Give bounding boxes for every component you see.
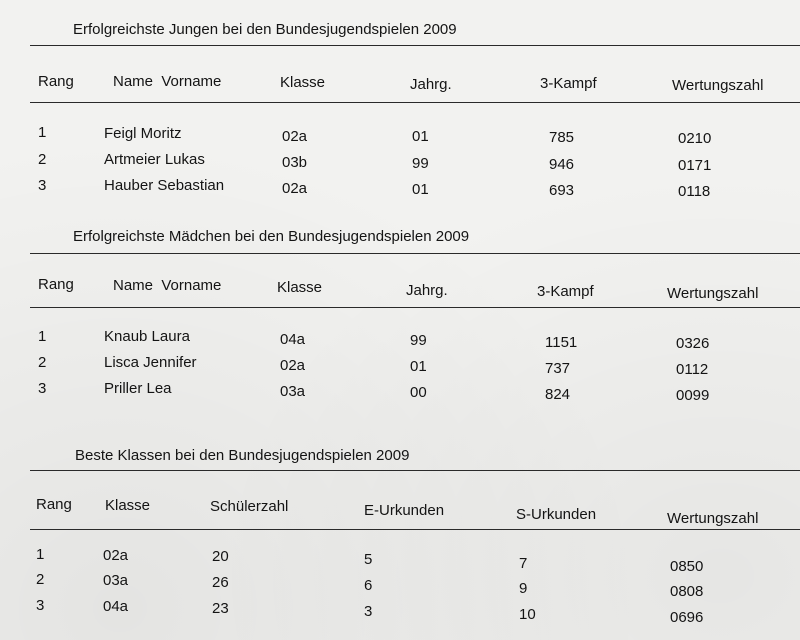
table-cell: 3 [38, 380, 47, 397]
classes-header-klasse: Klasse [105, 497, 151, 514]
boys-header-rule [30, 102, 800, 103]
boys-header-rang: Rang [38, 73, 74, 90]
table-cell: 0808 [670, 583, 704, 600]
table-cell: 7 [519, 555, 528, 572]
table-cell: 2 [38, 151, 47, 168]
girls-header-rang: Rang [38, 276, 74, 293]
table-cell: 1 [38, 124, 47, 141]
boys-header-wertungszahl: Wertungszahl [672, 77, 764, 94]
table-cell: 01 [410, 358, 427, 375]
table-cell: 1 [36, 546, 45, 563]
classes-section-title: Beste Klassen bei den Bundesjugendspielen 2009 [75, 447, 410, 464]
table-cell: 26 [212, 574, 229, 591]
girls-header-3kampf: 3-Kampf [537, 283, 594, 300]
boys-header-3kampf: 3-Kampf [540, 75, 597, 92]
table-cell: 0112 [676, 361, 709, 378]
table-cell: 737 [545, 360, 571, 377]
girls-header-klasse: Klasse [277, 279, 323, 296]
table-cell: 01 [412, 128, 429, 145]
girls-header-jahrg: Jahrg. [406, 282, 448, 299]
table-cell: 2 [36, 571, 45, 588]
table-cell: 02a [280, 357, 306, 374]
table-cell: 0171 [678, 157, 712, 174]
girls-header-name: Name Vorname [113, 277, 222, 294]
table-cell: 00 [410, 384, 427, 401]
boys-section-title: Erfolgreichste Jungen bei den Bundesjugendspielen 2009 [73, 21, 457, 38]
table-cell: 6 [364, 577, 373, 594]
table-cell: 946 [549, 156, 575, 173]
table-cell: 3 [364, 603, 373, 620]
table-cell: 03b [282, 154, 308, 171]
table-cell: 04a [103, 598, 129, 615]
table-cell: 02a [282, 128, 308, 145]
classes-header-wertungszahl: Wertungszahl [667, 510, 759, 527]
table-cell: Knaub Laura [104, 328, 190, 345]
table-cell: Feigl Moritz [104, 125, 182, 142]
boys-title-rule [30, 45, 800, 46]
table-cell: 1151 [545, 334, 578, 351]
table-cell: 3 [36, 597, 45, 614]
table-cell: 03a [103, 572, 129, 589]
classes-header-rang: Rang [36, 496, 72, 513]
table-cell: Priller Lea [104, 380, 172, 397]
table-cell: 23 [212, 600, 229, 617]
table-cell: 02a [282, 180, 308, 197]
table-cell: 0696 [670, 609, 704, 626]
girls-section-title: Erfolgreichste Mädchen bei den Bundesjugendspielen 2009 [73, 228, 470, 245]
girls-header-wertungszahl: Wertungszahl [667, 285, 759, 302]
boys-header-name: Name Vorname [113, 73, 222, 90]
table-cell: 01 [412, 181, 429, 198]
table-cell: Lisca Jennifer [104, 354, 197, 371]
boys-header-jahrg: Jahrg. [410, 76, 452, 93]
table-cell: 04a [280, 331, 306, 348]
girls-header-rule [30, 307, 800, 308]
table-cell: 20 [212, 548, 229, 565]
table-cell: 0210 [678, 130, 712, 147]
girls-title-rule [30, 253, 800, 254]
table-cell: 1 [38, 328, 47, 345]
table-cell: 3 [38, 177, 47, 194]
classes-header-e-urkunden: E-Urkunden [364, 502, 445, 519]
table-cell: 824 [545, 386, 571, 403]
table-cell: Artmeier Lukas [104, 151, 205, 168]
table-cell: 0326 [676, 335, 710, 352]
classes-title-rule [30, 470, 800, 471]
classes-header-schuelerzahl: Schülerzahl [210, 498, 289, 515]
table-cell: 99 [410, 332, 427, 349]
table-cell: 0099 [676, 387, 710, 404]
table-cell: 9 [519, 580, 528, 597]
table-cell: 03a [280, 383, 306, 400]
table-cell: 5 [364, 551, 373, 568]
boys-header-klasse: Klasse [280, 74, 326, 91]
table-cell: 99 [412, 155, 429, 172]
table-cell: 2 [38, 354, 47, 371]
classes-header-rule [30, 529, 800, 530]
table-cell: Hauber Sebastian [104, 177, 225, 194]
table-cell: 785 [549, 129, 575, 146]
table-cell: 10 [519, 606, 536, 623]
classes-header-s-urkunden: S-Urkunden [516, 506, 597, 523]
table-cell: 02a [103, 547, 129, 564]
table-cell: 693 [549, 182, 575, 199]
table-cell: 0850 [670, 558, 704, 575]
table-cell: 0118 [678, 183, 711, 200]
